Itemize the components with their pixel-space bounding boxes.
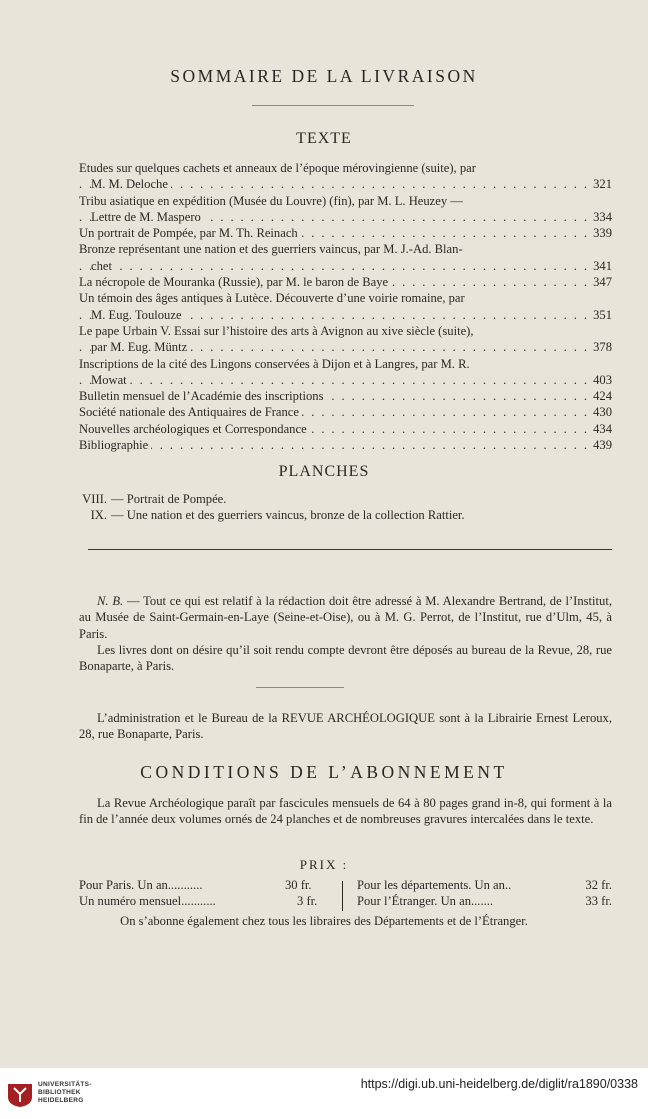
toc-line: Société nationale des Antiquaires de France 430 . . .: [79, 404, 612, 420]
permalink-url[interactable]: https://digi.ub.uni-heidelberg.de/diglit/ra1890/0338: [360, 1077, 638, 1091]
toc-line: chet 341 . . .: [79, 258, 612, 274]
toc-line: Bibliographie 439 . . .: [79, 437, 612, 453]
conditions-heading: CONDITIONS DE L’ABONNEMENT: [140, 762, 508, 782]
toc-entry: [79, 290, 612, 323]
toc-line: La nécropole de Mouranka (Russie), par M. le baron de Baye 347 . . .: [79, 274, 612, 290]
toc-line: M. Eug. Toulouze 351 . . .: [79, 307, 612, 323]
toc-page-number: 347: [589, 274, 612, 290]
toc-page-number: 341: [589, 258, 612, 274]
toc-page-number: 339: [589, 225, 612, 241]
toc-page-number: 424: [589, 388, 612, 404]
notice: [79, 593, 612, 674]
price-column-france: [79, 878, 329, 909]
toc-entry: [79, 193, 612, 226]
university-seal-icon: [6, 1080, 34, 1108]
toc-page-number: 351: [589, 307, 612, 323]
toc-page-number: 321: [589, 176, 612, 192]
plate-item: IX. — Une nation et des guerriers vaincus, bronze de la collection Rattier.: [90, 507, 465, 522]
table-of-contents: [79, 160, 612, 453]
plate-item: VIII. — Portrait de Pompée.: [82, 492, 227, 506]
prix-heading: PRIX :: [299, 857, 349, 872]
plates-list: [79, 492, 465, 523]
toc-line: Bulletin mensuel de l’Académie des inscriptions 424 . . .: [79, 388, 612, 404]
conditions-text: La Revue Archéologique paraît par fascicules mensuels de 64 à 80 pages grand in-8, qui forment à la fin de l’année deux volumes ornés de 24 planches et de nombreuses gravures intercalées dans le texte.: [79, 796, 612, 827]
title-rule: [252, 105, 414, 106]
notice-books: Les livres dont on désire qu’il soit rendu compte devront être déposés au bureau de la Revue, 28, rue Bonaparte, à Paris.: [79, 642, 612, 674]
toc-entry: [79, 225, 612, 241]
toc-entry: [79, 356, 612, 389]
toc-line: Le pape Urbain V. Essai sur l’histoire des arts à Avignon au xive siècle (suite),: [79, 323, 612, 339]
toc-page-number: 378: [589, 339, 612, 355]
toc-line: Un témoin des âges antiques à Lutèce. Découverte d’une voirie romaine, par: [79, 290, 612, 306]
toc-line: Tribu asiatique en expédition (Musée du Louvre) (fin), par M. L. Heuzey —: [79, 193, 612, 209]
toc-entry: [79, 421, 612, 437]
planches-heading: PLANCHES: [278, 463, 370, 480]
toc-line: Lettre de M. Maspero 334 . . .: [79, 209, 612, 225]
administration-note: L’administration et le Bureau de la REVUE ARCHÉOLOGIQUE sont à la Librairie Ernest Leroux, 28, rue Bonaparte, Paris.: [79, 711, 612, 742]
price-row: Un numéro mensuel........... 3 fr.: [79, 893, 318, 908]
price-row: Pour l’Étranger. Un an....... 33 fr.: [357, 893, 612, 908]
subscription-footnote: On s’abonne également chez tous les libraires des Départements et de l’Étranger.: [120, 914, 528, 928]
notice-editorial: N. B. — Tout ce qui est relatif à la rédaction doit être adressé à M. Alexandre Bertrand, de l’Institut, au Musée de Saint-Germain-en-Laye (Seine-et-Oise), ou à M. G. Perrot, de l’Institut, rue d’Ulm, 45, à Paris.: [79, 594, 612, 641]
toc-line: M. M. Deloche 321 . . .: [79, 176, 612, 192]
toc-entry: [79, 323, 612, 356]
toc-line: Un portrait de Pompée, par M. Th. Reinach 339 . . .: [79, 225, 612, 241]
toc-line: Nouvelles archéologiques et Correspondance 434 . . .: [79, 421, 612, 437]
price-column-other: [357, 878, 612, 909]
toc-page-number: 434: [589, 421, 612, 437]
viewer-footer: [0, 1068, 648, 1119]
price-row: Pour les départements. Un an.. 32 fr.: [357, 878, 612, 892]
toc-entry: [79, 160, 612, 193]
texte-heading: TEXTE: [296, 130, 352, 147]
section-rule: [88, 549, 612, 550]
library-logo-text: UNIVERSITÄTS- BIBLIOTHEK HEIDELBERG: [38, 1081, 92, 1104]
toc-line: par M. Eug. Müntz 378 . . .: [79, 339, 612, 355]
toc-line: Etudes sur quelques cachets et anneaux de l’époque mérovingienne (suite), par: [79, 160, 612, 176]
summary-title: SOMMAIRE DE LA LIVRAISON: [170, 66, 478, 86]
toc-page-number: 334: [589, 209, 612, 225]
notice-rule: [256, 687, 344, 688]
toc-page-number: 430: [589, 404, 612, 420]
price-divider: [342, 881, 343, 911]
toc-entry: [79, 437, 612, 453]
price-row: Pour Paris. Un an........... 30 fr.: [79, 878, 312, 892]
toc-entry: [79, 241, 612, 274]
toc-line: Mowat 403 . . .: [79, 372, 612, 388]
toc-page-number: 403: [589, 372, 612, 388]
toc-page-number: 439: [589, 437, 612, 453]
toc-line: Bronze représentant une nation et des guerriers vaincus, par M. J.-Ad. Blan-: [79, 241, 612, 257]
toc-entry: [79, 404, 612, 420]
toc-line: Inscriptions de la cité des Lingons conservées à Dijon et à Langres, par M. R.: [79, 356, 612, 372]
toc-entry: [79, 274, 612, 290]
toc-entry: [79, 388, 612, 404]
